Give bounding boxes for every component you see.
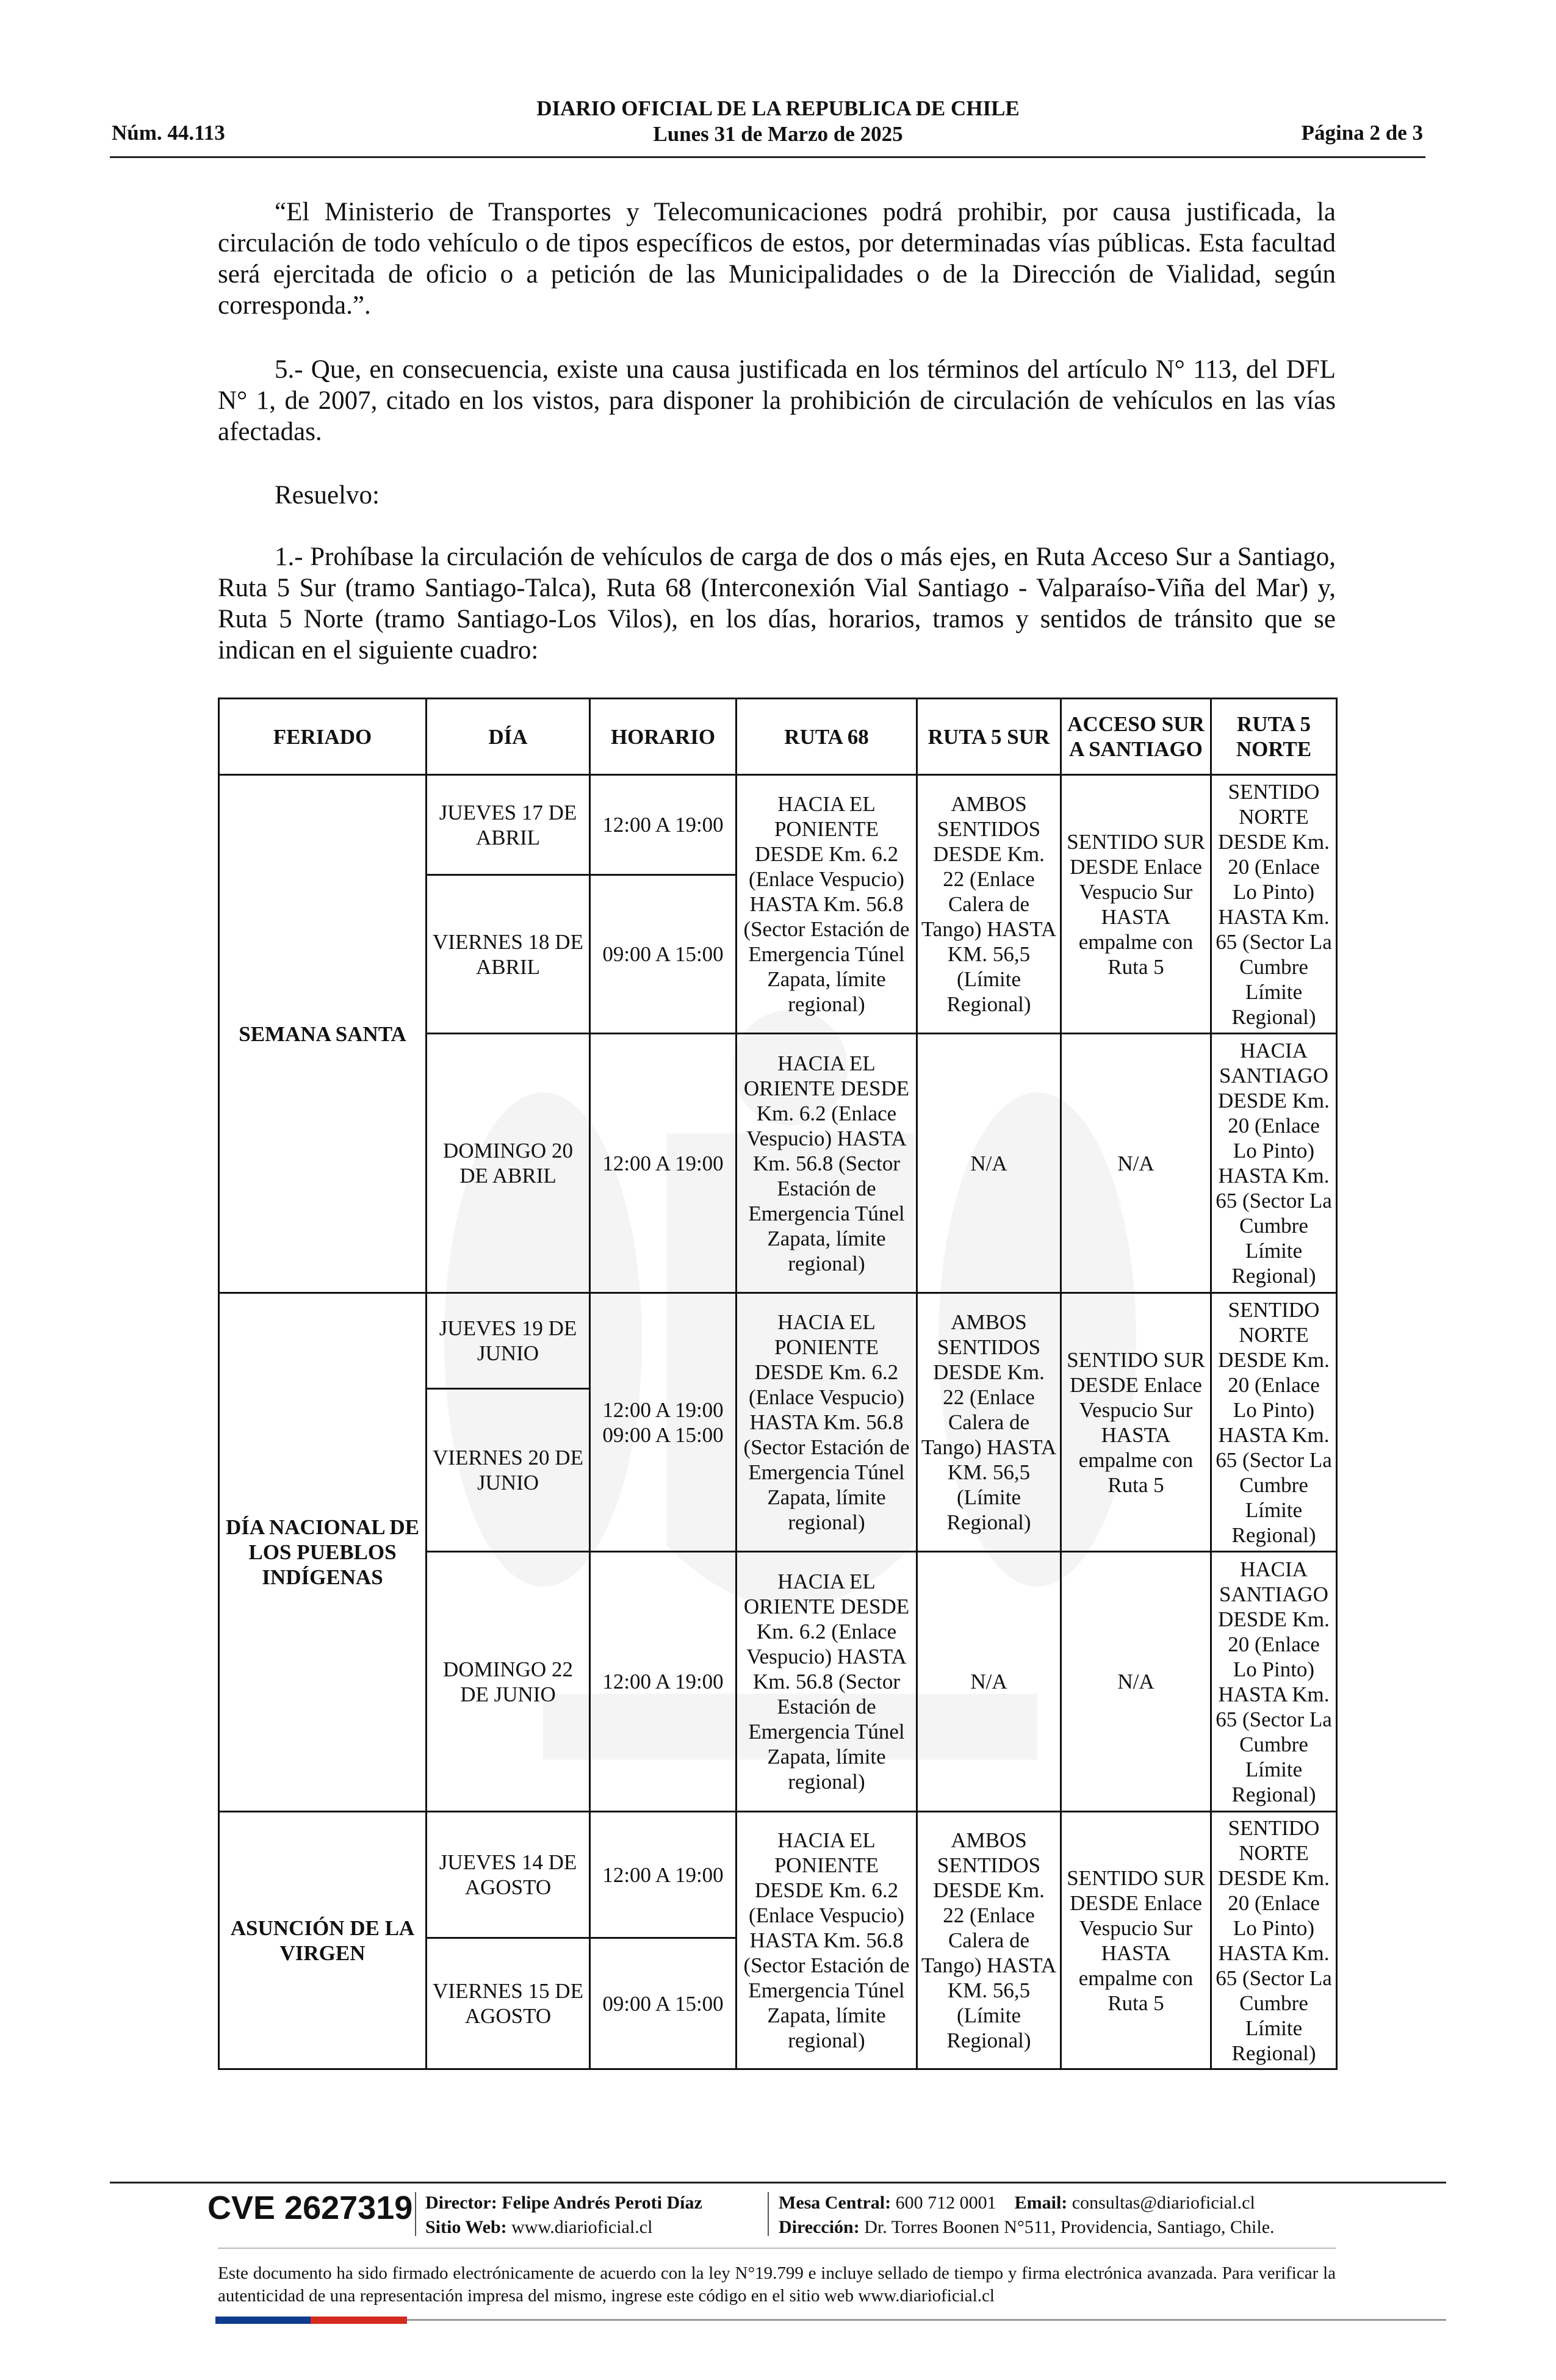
col-header-ruta-68: RUTA 68 (737, 699, 917, 775)
dia-cell: VIERNES 15 DE AGOSTO (427, 1938, 590, 2069)
issue-number: Núm. 44.113 (112, 121, 225, 145)
paragraph-5: 5.- Que, en consecuencia, existe una causa justificada en los términos del artículo N° 113, del DFL N° 1, de 2007, citado en los vistos, para disponer la prohibición de circulación de vehículos en las vías afectadas. (218, 355, 1336, 446)
email-link[interactable]: consultas@diarioficial.cl (1072, 2193, 1255, 2213)
quoted-article: “El Ministerio de Transportes y Telecomunicaciones podrá prohibir, por causa justificada, la circulación de todo vehículo o de tipos específicos de estos, por determinadas vías públicas. Esta facultad será ejercitada de oficio o a petición de las Municipalidades o de la Dirección de Vialidad, según corresponda.”. (218, 198, 1336, 320)
col-header-dia: DÍA (427, 699, 590, 775)
feriado-cell: DÍA NACIONAL DE LOS PUEBLOS INDÍGENAS (219, 1293, 427, 1812)
horario-cell: 09:00 A 15:00 (590, 875, 737, 1034)
cve-code: CVE 2627319 (207, 2190, 413, 2226)
table-row (219, 1812, 1337, 1938)
ruta-68-cell: HACIA EL PONIENTE DESDE Km. 6.2 (Enlace Vespucio) HASTA Km. 56.8 (Sector Estación de Emergencia Túnel Zapata, límite regional) (737, 1812, 917, 2069)
ruta-5-sur-cell: AMBOS SENTIDOS DESDE Km. 22 (Enlace Calera de Tango) HASTA KM. 56,5 (Límite Regional) (917, 1812, 1061, 2069)
col-header-feriado: FERIADO (219, 699, 427, 775)
dia-cell: JUEVES 19 DE JUNIO (427, 1293, 590, 1389)
paragraph-1: 1.- Prohíbase la circulación de vehículos de carga de dos o más ejes, en Ruta Acceso Sur a Santiago, Ruta 5 Sur (tramo Santiago-Talca), Ruta 68 (Interconexión Vial Santiago - Valparaíso-Viña del Mar) y, Ruta 5 Norte (tramo Santiago-Los Vilos), en los días, horarios, tramos y sentidos de tránsito que se indican en el siguiente cuadro: (218, 543, 1336, 665)
footer-divider (110, 2182, 1446, 2183)
horario-cell: 12:00 A 19:00 (590, 775, 737, 875)
acceso-sur-cell: SENTIDO SUR DESDE Enlace Vespucio Sur HASTA empalme con Ruta 5 (1061, 1812, 1211, 2069)
page-indicator: Página 2 de 3 (1301, 121, 1423, 145)
col-header-acceso-sur: ACCESO SUR A SANTIAGO (1061, 699, 1211, 775)
dia-cell: VIERNES 18 DE ABRIL (427, 875, 590, 1034)
director-name: Felipe Andrés Peroti Díaz (502, 2193, 702, 2213)
dia-cell: DOMINGO 20 DE ABRIL (427, 1034, 590, 1293)
mesa-label: Mesa Central: (779, 2193, 891, 2213)
acceso-sur-cell: SENTIDO SUR DESDE Enlace Vespucio Sur HASTA empalme con Ruta 5 (1061, 1293, 1211, 1552)
acceso-sur-cell: SENTIDO SUR DESDE Enlace Vespucio Sur HASTA empalme con Ruta 5 (1061, 775, 1211, 1034)
director-label: Director: (425, 2193, 497, 2213)
acceso-sur-cell: N/A (1061, 1552, 1211, 1812)
header-divider (110, 156, 1425, 158)
ruta-5-norte-cell: HACIA SANTIAGO DESDE Km. 20 (Enlace Lo Pinto) HASTA Km. 65 (Sector La Cumbre Límite Regional) (1211, 1552, 1337, 1812)
newspaper-title: DIARIO OFICIAL DE LA REPUBLICA DE CHILE (536, 96, 1020, 120)
footer-contact-block (779, 2191, 1275, 2240)
horario-line: 12:00 A 19:00 (602, 1397, 724, 1422)
resuelvo-heading: Resuelvo: (275, 481, 380, 510)
ruta-5-sur-cell: N/A (917, 1552, 1061, 1812)
flag-stripe-blue (215, 2317, 311, 2324)
flag-stripe-red (311, 2317, 407, 2324)
footer-separator (768, 2192, 769, 2236)
dia-cell: VIERNES 20 DE JUNIO (427, 1389, 590, 1552)
ruta-5-sur-cell: AMBOS SENTIDOS DESDE Km. 22 (Enlace Calera de Tango) HASTA KM. 56,5 (Límite Regional) (917, 1293, 1061, 1552)
horario-line: 09:00 A 15:00 (602, 1423, 724, 1447)
ruta-5-sur-cell: AMBOS SENTIDOS DESDE Km. 22 (Enlace Calera de Tango) HASTA KM. 56,5 (Límite Regional) (917, 775, 1061, 1034)
dia-cell: JUEVES 14 DE AGOSTO (427, 1812, 590, 1938)
col-header-ruta-5-norte: RUTA 5 NORTE (1211, 699, 1337, 775)
ruta-68-cell: HACIA EL ORIENTE DESDE Km. 6.2 (Enlace Vespucio) HASTA Km. 56.8 (Sector Estación de Emergencia Túnel Zapata, límite regional) (737, 1034, 917, 1293)
acceso-sur-cell: N/A (1061, 1034, 1211, 1293)
dia-cell: JUEVES 17 DE ABRIL (427, 775, 590, 875)
horario-cell: 12:00 A 19:00 (590, 1552, 737, 1812)
mesa-phone: 600 712 0001 (895, 2193, 996, 2213)
col-header-ruta-5-sur: RUTA 5 SUR (917, 699, 1061, 775)
direccion-value: Dr. Torres Boonen N°511, Providencia, Santiago, Chile. (864, 2217, 1275, 2237)
ruta-68-cell: HACIA EL PONIENTE DESDE Km. 6.2 (Enlace Vespucio) HASTA Km. 56.8 (Sector Estación de Emergencia Túnel Zapata, límite regional) (737, 775, 917, 1034)
ruta-5-norte-cell: SENTIDO NORTE DESDE Km. 20 (Enlace Lo Pinto) HASTA Km. 65 (Sector La Cumbre Límite Regional) (1211, 1812, 1337, 2069)
feriado-cell: ASUNCIÓN DE LA VIRGEN (219, 1812, 427, 2069)
horario-cell (590, 1293, 737, 1552)
horario-cell: 09:00 A 15:00 (590, 1938, 737, 2069)
direccion-label: Dirección: (779, 2217, 860, 2237)
col-header-horario: HORARIO (590, 699, 737, 775)
table-header-row (219, 699, 1337, 775)
ruta-5-norte-cell: SENTIDO NORTE DESDE Km. 20 (Enlace Lo Pinto) HASTA Km. 65 (Sector La Cumbre Límite Regional) (1211, 1293, 1337, 1552)
horario-cell: 12:00 A 19:00 (590, 1034, 737, 1293)
dia-cell: DOMINGO 22 DE JUNIO (427, 1552, 590, 1812)
issue-date: Lunes 31 de Marzo de 2025 (653, 122, 903, 146)
table-row (219, 775, 1337, 875)
ruta-5-norte-cell: HACIA SANTIAGO DESDE Km. 20 (Enlace Lo Pinto) HASTA Km. 65 (Sector La Cumbre Límite Regional) (1211, 1034, 1337, 1293)
web-link[interactable]: www.diarioficial.cl (511, 2217, 653, 2237)
footer-separator (415, 2192, 416, 2236)
footer-thin-divider (218, 2248, 1336, 2249)
flag-stripe-gray (407, 2319, 1446, 2321)
table-row (219, 1293, 1337, 1389)
footer-director-block (425, 2191, 702, 2240)
ruta-68-cell: HACIA EL ORIENTE DESDE Km. 6.2 (Enlace Vespucio) HASTA Km. 56.8 (Sector Estación de Emergencia Túnel Zapata, límite regional) (737, 1552, 917, 1812)
ruta-5-sur-cell: N/A (917, 1034, 1061, 1293)
feriado-cell: SEMANA SANTA (219, 775, 427, 1293)
ruta-68-cell: HACIA EL PONIENTE DESDE Km. 6.2 (Enlace Vespucio) HASTA Km. 56.8 (Sector Estación de Emergencia Túnel Zapata, límite regional) (737, 1293, 917, 1552)
ruta-5-norte-cell: SENTIDO NORTE DESDE Km. 20 (Enlace Lo Pinto) HASTA Km. 65 (Sector La Cumbre Límite Regional) (1211, 775, 1337, 1034)
web-label: Sitio Web: (425, 2217, 507, 2237)
signature-note: Este documento ha sido firmado electrónicamente de acuerdo con la ley N°19.799 e incluye sellado de tiempo y firma electrónica avanzada. Para verificar la autenticidad de una representación impresa del mismo, ingrese este código en el sitio web www.diarioficial.cl (218, 2263, 1336, 2306)
horario-cell: 12:00 A 19:00 (590, 1812, 737, 1938)
email-label: Email: (1014, 2193, 1068, 2213)
schedule-table (218, 698, 1338, 2070)
